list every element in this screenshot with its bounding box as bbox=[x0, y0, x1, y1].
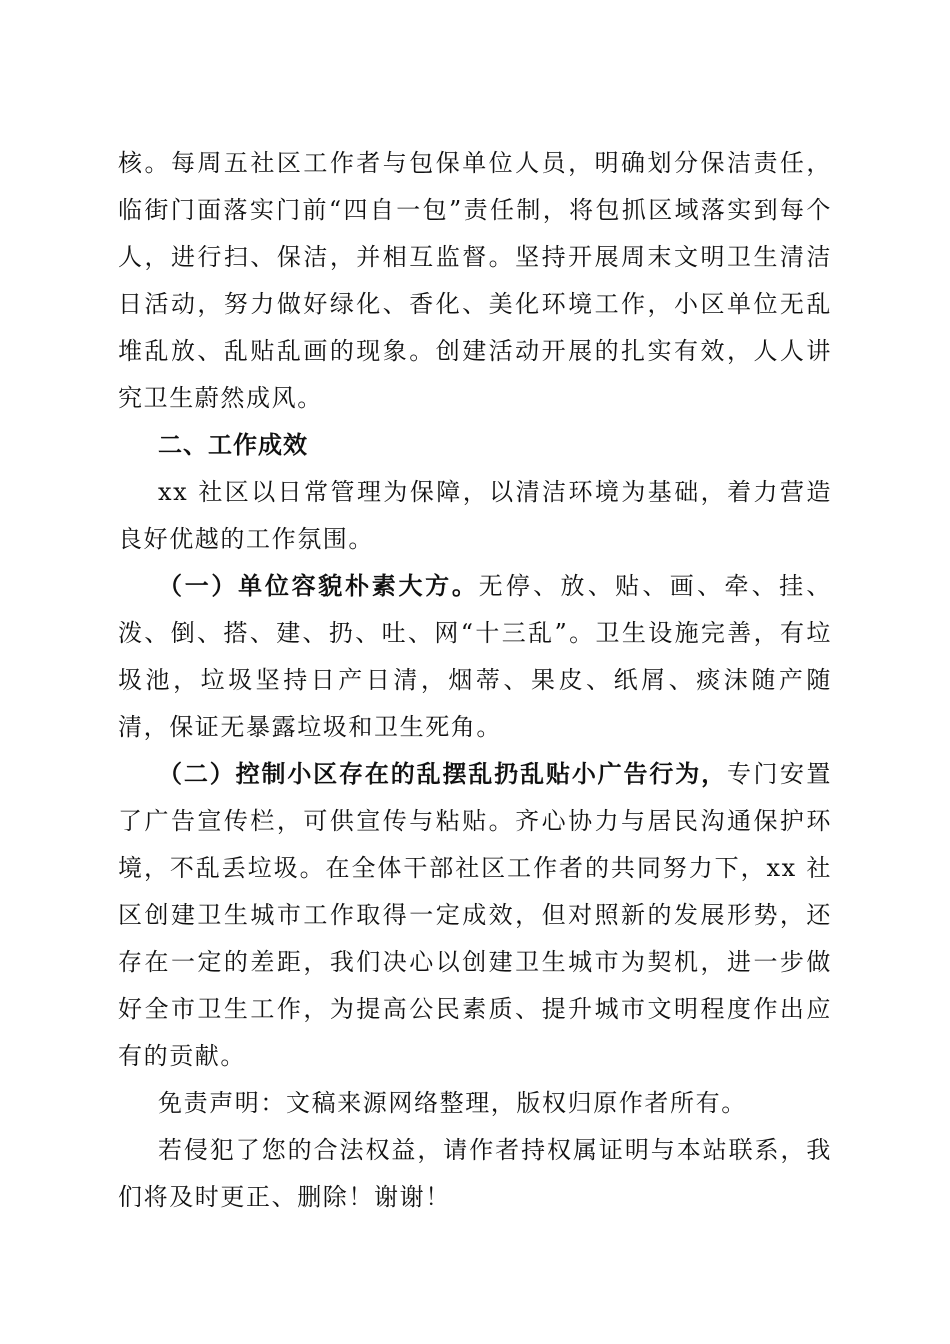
item-2-text: 专门安置了广告宣传栏，可供宣传与粘贴。齐心协力与居民沟通保护环境，不乱丢垃圾。在全体干部社区工作者的共同努力下，xx 社区创建卫生城市工作取得一定成效，但对照新的发展形势，还存在一定的差距，我们决心以创建卫生城市为契机，进一步做好全市卫生工作，为提高公民素质、提升城市文明程度作出应有的贡献。 bbox=[118, 760, 833, 1070]
item-1 bbox=[118, 563, 832, 751]
paragraph-continued: 核。每周五社区工作者与包保单位人员，明确划分保洁责任，临街门面落实门前“四自一包”责任制，将包抓区域落实到每个人，进行扫、保洁，并相互监督。坚持开展周末文明卫生清洁日活动，努力做好绿化、香化、美化环境工作，小区单位无乱堆乱放、乱贴乱画的现象。创建活动开展的扎实有效，人人讲究卫生蔚然成风。 bbox=[118, 149, 832, 412]
item-1-label: （一）单位容貌朴素大方。 bbox=[158, 572, 479, 600]
document-body bbox=[118, 140, 832, 1221]
contact-note: 若侵犯了您的合法权益，请作者持权属证明与本站联系，我们将及时更正、删除！谢谢！ bbox=[118, 1136, 832, 1211]
section-heading: 二、工作成效 bbox=[158, 431, 308, 459]
item-1-text: 无停、放、贴、画、牵、挂、泼、倒、搭、建、扔、吐、网“十三乱”。卫生设施完善，有垃圾池，垃圾坚持日产日清，烟蒂、果皮、纸屑、痰沫随产随清，保证无暴露垃圾和卫生死角。 bbox=[118, 572, 832, 741]
paragraph-intro: xx 社区以日常管理为保障，以清洁环境为基础，着力营造良好优越的工作氛围。 bbox=[118, 478, 832, 553]
item-2 bbox=[118, 751, 832, 1080]
disclaimer: 免责声明：文稿来源网络整理，版权归原作者所有。 bbox=[158, 1089, 747, 1117]
item-2-label: （二）控制小区存在的乱摆乱扔乱贴小广告行为， bbox=[158, 760, 728, 788]
